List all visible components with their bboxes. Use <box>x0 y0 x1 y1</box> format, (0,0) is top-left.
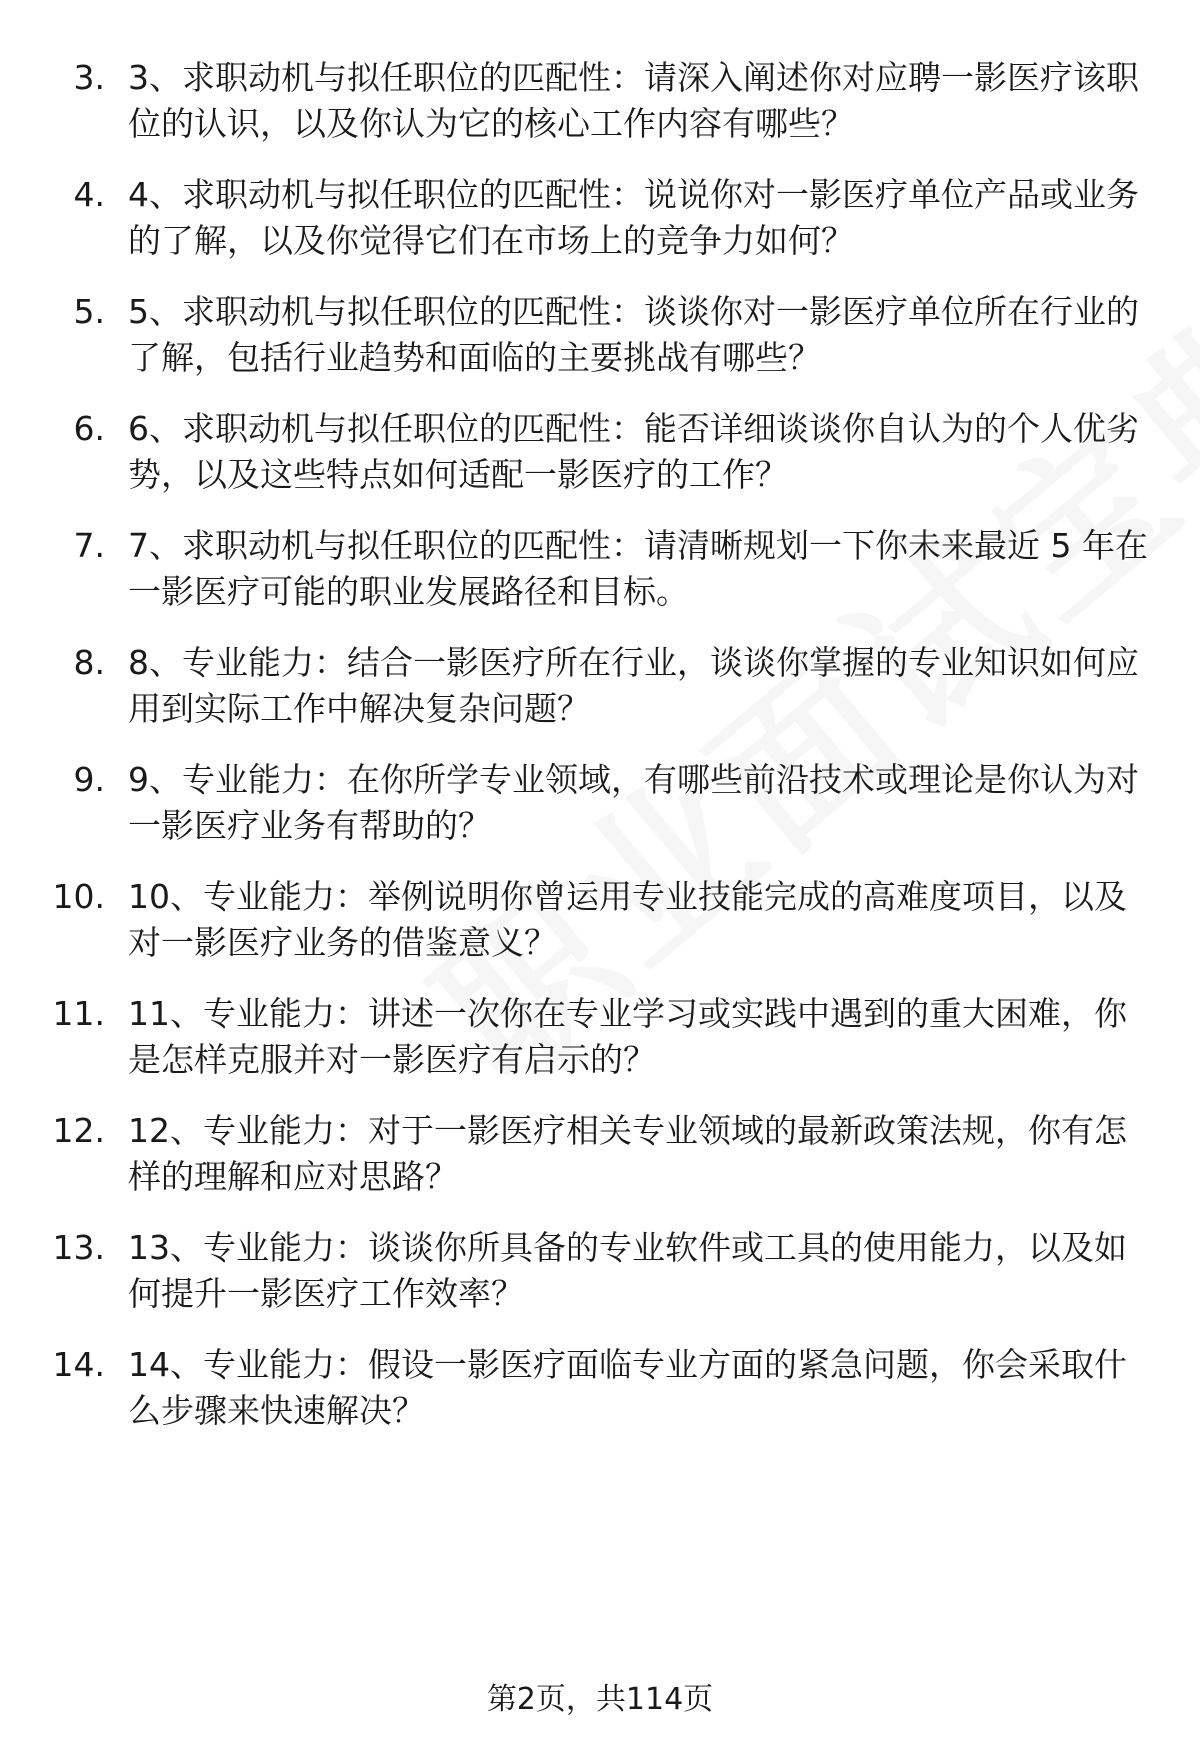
list-item <box>0 172 1200 282</box>
item-number: 14. <box>52 1345 105 1384</box>
item-text: 11、专业能力：讲述一次你在专业学习或实践中遇到的重大困难，你是怎样克服并对一影医疗有启示的？ <box>128 994 1127 1079</box>
list-item <box>0 874 1200 984</box>
list-item <box>0 523 1200 633</box>
list-item <box>0 1342 1200 1452</box>
list-item <box>0 991 1200 1101</box>
list-item <box>0 289 1200 399</box>
item-text: 4、求职动机与拟任职位的匹配性：说说你对一影医疗单位产品或业务的了解，以及你觉得它们在市场上的竞争力如何？ <box>128 175 1139 260</box>
item-number: 11. <box>52 994 105 1033</box>
item-text: 8、专业能力：结合一影医疗所在行业，谈谈你掌握的专业知识如何应用到实际工作中解决复杂问题？ <box>128 643 1139 728</box>
item-text: 12、专业能力：对于一影医疗相关专业领域的最新政策法规，你有怎样的理解和应对思路？ <box>128 1111 1127 1196</box>
item-number: 10. <box>52 877 105 916</box>
item-number: 4. <box>73 175 105 214</box>
list-item <box>0 1108 1200 1218</box>
item-text: 7、求职动机与拟任职位的匹配性：请清晰规划一下你未来最近 5 年在一影医疗可能的职业发展路径和目标。 <box>128 526 1148 611</box>
page-footer: 第2页，共114页 <box>486 1682 714 1717</box>
item-text: 3、求职动机与拟任职位的匹配性：请深入阐述你对应聘一影医疗该职位的认识，以及你认为它的核心工作内容有哪些？ <box>128 58 1139 143</box>
item-text: 6、求职动机与拟任职位的匹配性：能否详细谈谈你自认为的个人优劣势，以及这些特点如何适配一影医疗的工作？ <box>128 409 1139 494</box>
item-number: 3. <box>73 58 105 97</box>
list-item <box>0 406 1200 516</box>
item-text: 14、专业能力：假设一影医疗面临专业方面的紧急问题，你会采取什么步骤来快速解决？ <box>128 1345 1127 1430</box>
item-text: 9、专业能力：在你所学专业领域，有哪些前沿技术或理论是你认为对一影医疗业务有帮助的？ <box>128 760 1139 845</box>
item-number: 5. <box>73 292 105 331</box>
item-number: 12. <box>52 1111 105 1150</box>
list-item <box>0 640 1200 750</box>
item-number: 7. <box>73 526 105 565</box>
list-item <box>0 757 1200 867</box>
item-text: 5、求职动机与拟任职位的匹配性：谈谈你对一影医疗单位所在行业的了解，包括行业趋势和面临的主要挑战有哪些？ <box>128 292 1139 377</box>
item-number: 8. <box>73 643 105 682</box>
list-item <box>0 55 1200 165</box>
item-text: 13、专业能力：谈谈你所具备的专业软件或工具的使用能力，以及如何提升一影医疗工作效率？ <box>128 1228 1127 1313</box>
item-number: 13. <box>52 1228 105 1267</box>
item-number: 9. <box>73 760 105 799</box>
item-text: 10、专业能力：举例说明你曾运用专业技能完成的高难度项目，以及对一影医疗业务的借鉴意义？ <box>128 877 1127 962</box>
list-item <box>0 1225 1200 1335</box>
item-number: 6. <box>73 409 105 448</box>
